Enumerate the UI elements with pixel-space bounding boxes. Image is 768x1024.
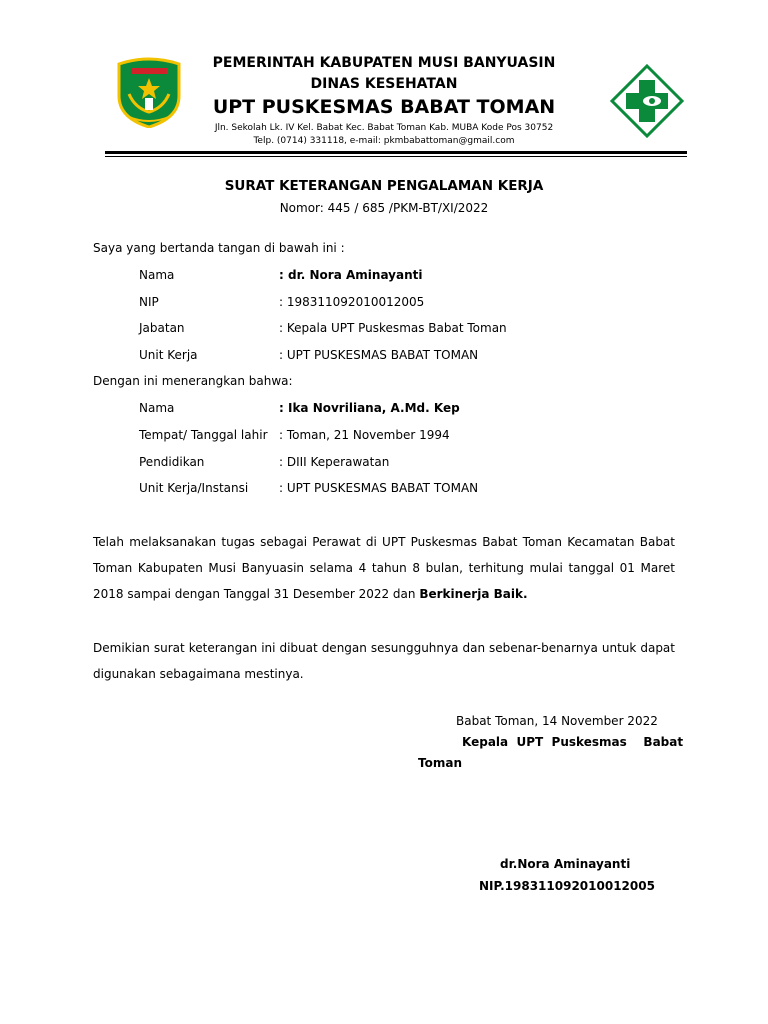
- signer-value-unit: : UPT PUSKESMAS BABAT TOMAN: [279, 348, 479, 362]
- subject-value-birth: : Toman, 21 November 1994: [279, 428, 450, 442]
- signature-nip: NIP.198311092010012005: [479, 879, 655, 893]
- letterhead-institution: UPT PUSKESMAS BABAT TOMAN: [212, 96, 556, 118]
- signer-label-name: Nama: [139, 268, 175, 282]
- subject-value-education: : DIII Keperawatan: [279, 455, 390, 469]
- signature-position-line1: Kepala UPT Puskesmas Babat: [462, 735, 684, 749]
- subject-label-name: Nama: [139, 401, 175, 415]
- signature-name: dr.Nora Aminayanti: [500, 857, 631, 871]
- signer-label-position: Jabatan: [139, 321, 185, 335]
- signer-value-position: : Kepala UPT Puskesmas Babat Toman: [279, 321, 507, 335]
- letterhead-contact: Telp. (0714) 331118, e-mail: pkmbabattoman@gmail.com: [253, 136, 515, 146]
- document-number: Nomor: 445 / 685 /PKM-BT/XI/2022: [279, 201, 489, 215]
- intro-text: Saya yang bertanda tangan di bawah ini :: [93, 241, 345, 255]
- signature-position-line2: Toman: [418, 756, 462, 770]
- paragraph-closing: Demikian surat keterangan ini dibuat dengan sesungguhnya dan sebenar-benarnya untuk dapat digunakan sebagaimana mestinya.: [93, 641, 675, 681]
- paragraph-statement: [93, 529, 675, 607]
- document-title: SURAT KETERANGAN PENGALAMAN KERJA: [224, 178, 544, 194]
- paragraph-statement-text: Telah melaksanakan tugas sebagai Perawat di UPT Puskesmas Babat Toman Kecamatan Babat Toman Kabupaten Musi Banyuasin selama 4 tahun 8 bulan, terhitung mulai tanggal 01 Maret 2018 sampai dengan Tanggal 31 Desember 2022 dan: [93, 535, 675, 601]
- signer-label-unit: Unit Kerja: [139, 348, 198, 362]
- paragraph-statement-performance: Berkinerja Baik.: [419, 587, 528, 601]
- letterhead-department: DINAS KESEHATAN: [310, 76, 458, 92]
- signer-value-nip: : 198311092010012005: [279, 295, 425, 309]
- subject-label-birth: Tempat/ Tanggal lahir: [139, 428, 268, 442]
- letterhead-government: PEMERINTAH KABUPATEN MUSI BANYUASIN: [212, 55, 556, 71]
- intro2-text: Dengan ini menerangkan bahwa:: [93, 374, 293, 388]
- letterhead-divider-thick: [105, 151, 687, 154]
- letterhead-divider-thin: [105, 156, 687, 157]
- subject-label-unit: Unit Kerja/Instansi: [139, 481, 249, 495]
- signature-place-date: Babat Toman, 14 November 2022: [456, 714, 658, 728]
- subject-label-education: Pendidikan: [139, 455, 205, 469]
- signer-value-name: : dr. Nora Aminayanti: [279, 268, 423, 282]
- subject-value-name: : Ika Novriliana, A.Md. Kep: [279, 401, 460, 415]
- subject-value-unit: : UPT PUSKESMAS BABAT TOMAN: [279, 481, 479, 495]
- letterhead-address: Jln. Sekolah Lk. IV Kel. Babat Kec. Babat Toman Kab. MUBA Kode Pos 30752: [214, 123, 554, 133]
- signer-label-nip: NIP: [139, 295, 159, 309]
- puskesmas-cross-icon: [610, 64, 684, 138]
